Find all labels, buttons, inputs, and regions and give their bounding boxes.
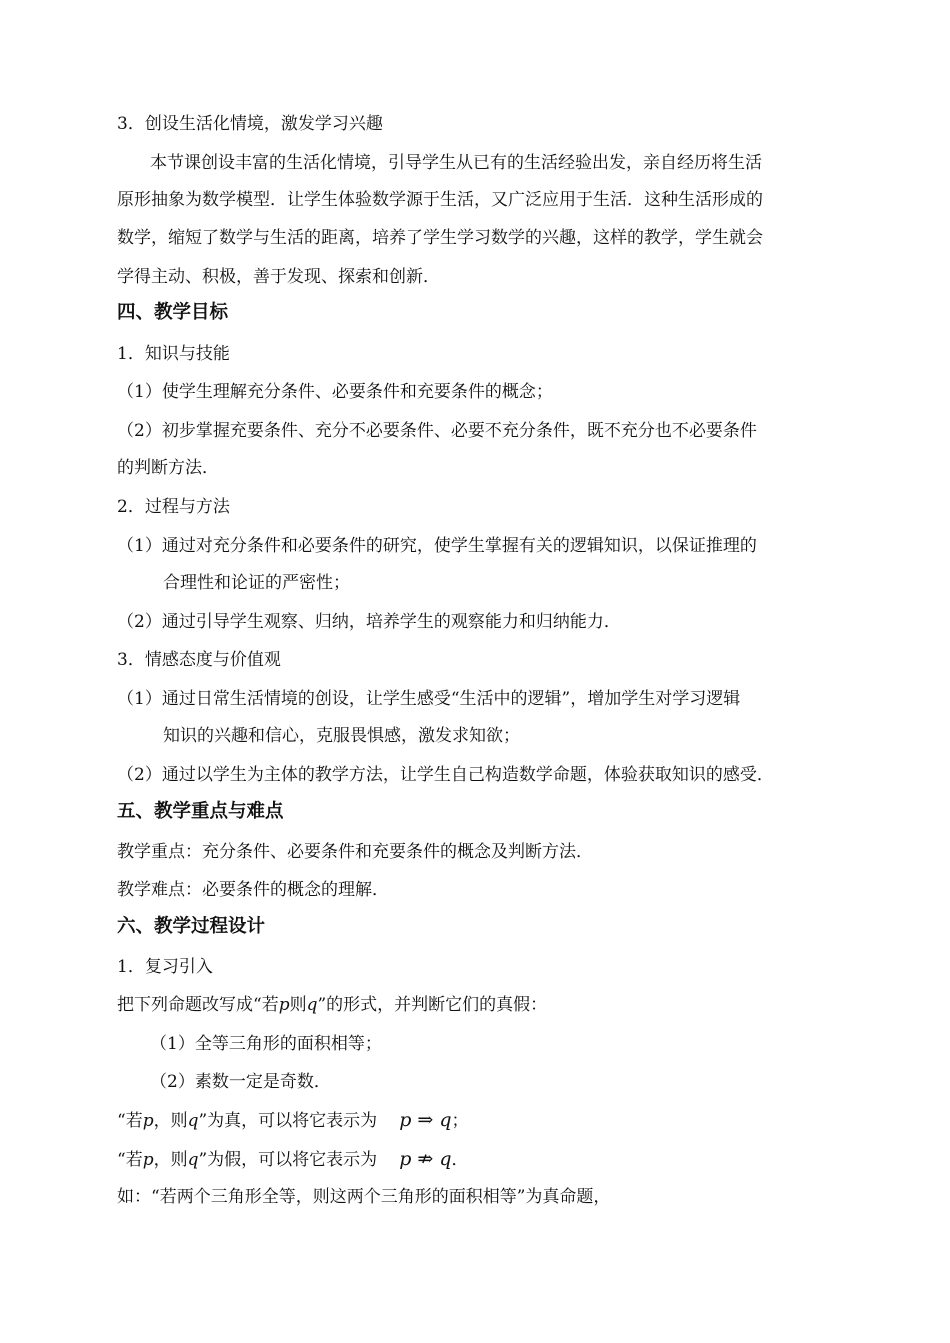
list-item: （1）通过对充分条件和必要条件的研究，使学生掌握有关的逻辑知识，以保证推理的 (117, 536, 757, 556)
math-variable-p: p (142, 1150, 154, 1170)
list-item: （1）使学生理解充分条件、必要条件和充要条件的概念； (117, 382, 553, 402)
text-segment: 把下列命题改写成“若 (117, 995, 279, 1015)
false-proposition-line (117, 1148, 469, 1171)
intro-line (117, 994, 547, 1016)
example-item: （2）素数一定是奇数． (150, 1072, 331, 1092)
subsection-title: 3．情感态度与价值观 (117, 650, 281, 670)
list-item: （1）通过日常生活情境的创设，让学生感受“生活中的逻辑”，增加学生对学习逻辑 (117, 689, 741, 709)
list-item-continuation: 的判断方法． (117, 458, 219, 478)
section3-item3-title: 3．创设生活化情境，激发学习兴趣 (117, 114, 383, 134)
teaching-difficulty: 教学难点：必要条件的概念的理解． (117, 880, 389, 900)
list-item: （2）通过引导学生观察、归纳，培养学生的观察能力和归纳能力． (117, 612, 621, 632)
section6-heading: 六、教学过程设计 (117, 916, 266, 937)
text-segment: ”为真，可以将它表示为 (198, 1111, 378, 1131)
text-segment: “若 (117, 1150, 143, 1170)
example-statement: 如：“若两个三角形全等，则这两个三角形的面积相等”为真命题， (117, 1187, 611, 1207)
math-variable-q: q (306, 995, 318, 1015)
text-segment: “若 (117, 1111, 143, 1131)
text-segment: 则 (289, 995, 307, 1015)
text-segment: ，则 (153, 1150, 188, 1170)
paragraph-line: 本节课创设丰富的生活化情境，引导学生从已有的生活经验出发，亲自经历将生活 (150, 153, 762, 173)
text-segment: ． (451, 1150, 469, 1170)
text-segment: ； (451, 1111, 469, 1131)
subsection-title: 2．过程与方法 (117, 497, 230, 517)
list-item: （2）初步掌握充要条件、充分不必要条件、必要不充分条件，既不充分也不必要条件 (117, 421, 757, 441)
text-segment: ”的形式，并判断它们的真假： (317, 995, 548, 1015)
teaching-focus: 教学重点：充分条件、必要条件和充要条件的概念及判断方法． (117, 842, 593, 862)
example-item: （1）全等三角形的面积相等； (150, 1034, 382, 1054)
math-variable-q: q (187, 1150, 199, 1170)
section4-heading: 四、教学目标 (117, 302, 229, 323)
text-segment: ，则 (153, 1111, 188, 1131)
list-item-continuation: 合理性和论证的严密性； (163, 573, 350, 593)
not-implies-formula: p ⇏ q (399, 1148, 452, 1170)
list-item-continuation: 知识的兴趣和信心，克服畏惧感，激发求知欲； (163, 726, 520, 746)
paragraph-line: 数学，缩短了数学与生活的距离，培养了学生学习数学的兴趣，这样的教学，学生就会 (117, 228, 763, 248)
true-proposition-line (117, 1109, 469, 1132)
implies-formula: p ⇒ q (399, 1109, 452, 1131)
subsection-title: 1．复习引入 (117, 957, 213, 977)
subsection-title: 1．知识与技能 (117, 344, 230, 364)
math-variable-p: p (142, 1111, 154, 1131)
paragraph-line: 原形抽象为数学模型．让学生体验数学源于生活，又广泛应用于生活．这种生活形成的 (117, 190, 763, 210)
section5-heading: 五、教学重点与难点 (117, 801, 284, 822)
math-variable-q: q (187, 1111, 199, 1131)
paragraph-line: 学得主动、积极，善于发现、探索和创新． (117, 267, 440, 287)
list-item: （2）通过以学生为主体的教学方法，让学生自己构造数学命题，体验获取知识的感受． (117, 765, 774, 785)
text-segment: ”为假，可以将它表示为 (198, 1150, 378, 1170)
math-variable-p: p (278, 995, 290, 1015)
